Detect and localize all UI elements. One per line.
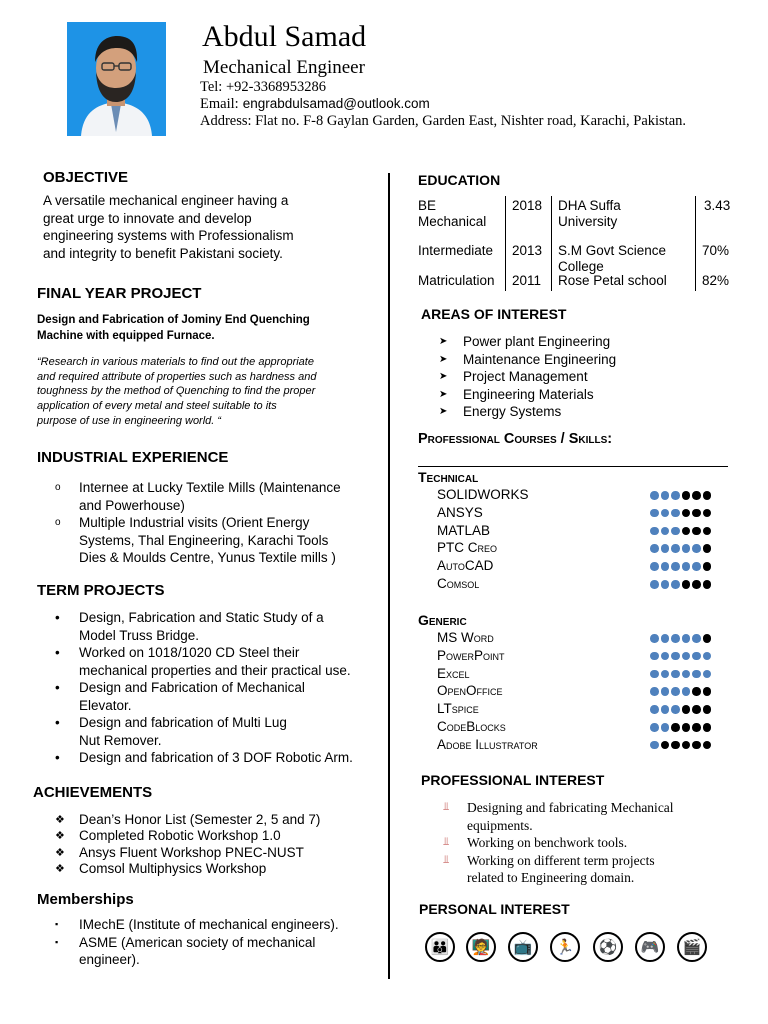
rating-dot-empty <box>692 527 701 536</box>
rating-dot-filled <box>692 670 701 679</box>
professional-interest-list <box>425 799 745 887</box>
pin-icon: ⫫ <box>443 801 450 813</box>
skill-rating <box>650 741 711 750</box>
contact-address: Address: Flat no. F-8 Gaylan Garden, Garden East, Nishter road, Karachi, Pakistan. <box>200 113 687 129</box>
rating-dot-filled <box>661 634 670 643</box>
skill-rating <box>650 562 711 571</box>
rating-dot-filled <box>650 687 659 696</box>
list-item: ❖ Ansys Fluent Workshop PNEC-NUST <box>55 844 304 860</box>
list-item: ⫫ Designing and fabricating Mechanical equipments. <box>443 800 674 833</box>
skill-rating <box>650 670 711 679</box>
rating-dot-filled <box>682 670 691 679</box>
rating-dot-filled <box>682 544 691 553</box>
skill-rating <box>650 544 711 553</box>
term-projects-list <box>37 609 387 767</box>
rating-dot-filled <box>692 544 701 553</box>
rating-dot-filled <box>682 687 691 696</box>
skill-name: MS Word <box>437 630 494 645</box>
rating-dot-empty <box>661 741 670 750</box>
skill-rating <box>650 580 711 589</box>
lecture-icon: 🏃 <box>550 932 580 962</box>
list-item: ▪ IMechE (Institute of mechanical engineers). <box>55 917 339 932</box>
industrial-experience-heading: INDUSTRIAL EXPERIENCE <box>37 449 229 466</box>
rating-dot-filled <box>650 509 659 518</box>
memberships-list <box>37 916 387 969</box>
skill-rating <box>650 509 711 518</box>
rating-dot-empty <box>703 580 712 589</box>
skill-rating <box>650 723 711 732</box>
objective-heading: OBJECTIVE <box>43 169 129 186</box>
rating-dot-filled <box>661 705 670 714</box>
rating-dot-empty <box>703 509 712 518</box>
skill-name: LTspice <box>437 701 479 717</box>
skills-heading: Professional Courses / Skills: <box>418 431 613 447</box>
skill-name: Adobe Illustrator <box>437 736 538 752</box>
rating-dot-filled <box>650 670 659 679</box>
skills-divider <box>418 466 728 467</box>
skill-name: Comsol <box>437 576 480 591</box>
rating-dot-empty <box>692 723 701 732</box>
skill-name: MATLAB <box>437 522 491 538</box>
rating-dot-filled <box>650 491 659 500</box>
skills-group-technical: Technical <box>418 469 479 485</box>
rating-dot-empty <box>682 491 691 500</box>
final-year-project-title: Design and Fabrication of Jominy End Quenching Machine with equipped Furnace. <box>37 314 310 342</box>
rating-dot-empty <box>703 491 712 500</box>
rating-dot-filled <box>671 634 680 643</box>
rating-dot-filled <box>692 652 701 661</box>
rating-dot-empty <box>692 741 701 750</box>
rating-dot-filled <box>650 652 659 661</box>
industrial-experience-list <box>37 479 387 567</box>
rating-dot-empty <box>703 527 712 536</box>
rating-dot-empty <box>703 705 712 714</box>
contact-email[interactable]: engrabdulsamad@outlook.com <box>242 96 430 111</box>
rating-dot-filled <box>692 634 701 643</box>
list-item: ➤ Energy Systems <box>439 404 562 419</box>
skill-name: CodeBlocks <box>437 719 506 734</box>
skill-rating <box>650 491 711 500</box>
rating-dot-filled <box>650 634 659 643</box>
achievements-heading: ACHIEVEMENTS <box>33 784 153 801</box>
list-item: ⫫ Working on different term projects related to Engineering domain. <box>443 852 655 885</box>
movie-icon: 🎬 <box>677 932 707 962</box>
rating-dot-empty <box>671 741 680 750</box>
rating-dot-filled <box>671 509 680 518</box>
rating-dot-filled <box>650 527 659 536</box>
list-item: o Multiple Industrial visits (Orient Energy Systems, Thal Engineering, Karachi Tools Dies & Moulds Centre, Yunus Textile mills ) <box>55 515 336 565</box>
rating-dot-empty <box>692 687 701 696</box>
rating-dot-filled <box>671 580 680 589</box>
list-item: • Design, Fabrication and Static Study of a Model Truss Bridge. <box>55 610 324 643</box>
education-heading: EDUCATION <box>418 172 501 188</box>
rating-dot-filled <box>661 687 670 696</box>
rating-dot-filled <box>650 705 659 714</box>
rating-dot-filled <box>661 723 670 732</box>
list-item: ❖ Completed Robotic Workshop 1.0 <box>55 828 281 844</box>
list-item: ⫫ Working on benchwork tools. <box>443 835 628 850</box>
rating-dot-empty <box>703 741 712 750</box>
list-item: ❖ Dean’s Honor List (Semester 2, 5 and 7) <box>55 812 321 827</box>
list-item: • Design and fabrication of Multi Lug Nut Remover. <box>55 715 287 748</box>
rating-dot-filled <box>650 723 659 732</box>
rating-dot-filled <box>671 652 680 661</box>
skill-name: ANSYS <box>437 504 483 520</box>
rating-dot-filled <box>661 580 670 589</box>
pin-icon: ⫫ <box>443 853 450 866</box>
rating-dot-empty <box>692 509 701 518</box>
rating-dot-filled <box>661 509 670 518</box>
rating-dot-filled <box>650 741 659 750</box>
list-item: • Worked on 1018/1020 CD Steel their mechanical properties and their practical use. <box>55 645 351 678</box>
education-table: BE Mechanical 2018 DHA Suffa University 3.43 Intermediate 2013 S.M Govt Science College 70% Matriculation 2011 Rose Petal school 82% <box>418 196 738 291</box>
rating-dot-filled <box>671 527 680 536</box>
fitness-icon: ⚽ <box>593 932 623 962</box>
rating-dot-empty <box>703 634 712 643</box>
contact-email-row <box>200 96 430 113</box>
family-icon: 👪 <box>425 932 455 962</box>
skill-name: SOLIDWORKS <box>437 487 529 502</box>
rating-dot-filled <box>650 580 659 589</box>
skill-rating <box>650 527 711 536</box>
skill-rating <box>650 634 711 643</box>
tv-icon: 📺 <box>508 932 538 962</box>
rating-dot-empty <box>682 741 691 750</box>
rating-dot-filled <box>671 544 680 553</box>
skill-name: PowerPoint <box>437 647 505 663</box>
rating-dot-filled <box>671 687 680 696</box>
skill-rating <box>650 687 711 696</box>
rating-dot-empty <box>703 723 712 732</box>
rating-dot-empty <box>682 723 691 732</box>
list-item: ➤ Engineering Materials <box>439 386 594 402</box>
list-item: ❖ Comsol Multiphysics Workshop <box>55 860 267 876</box>
rating-dot-filled <box>650 544 659 553</box>
pin-icon: ⫫ <box>443 836 450 848</box>
skill-name: AutoCAD <box>437 558 494 574</box>
rating-dot-empty <box>682 527 691 536</box>
rating-dot-filled <box>661 670 670 679</box>
candidate-name: Abdul Samad <box>202 20 367 53</box>
rating-dot-filled <box>671 562 680 571</box>
teaching-icon: 🧑‍🏫 <box>466 932 496 962</box>
rating-dot-filled <box>650 562 659 571</box>
skill-name: OpenOffice <box>437 683 503 699</box>
rating-dot-empty <box>692 580 701 589</box>
skill-rating <box>650 705 711 714</box>
rating-dot-empty <box>703 687 712 696</box>
rating-dot-empty <box>682 705 691 714</box>
rating-dot-filled <box>682 652 691 661</box>
areas-of-interest-heading: AREAS OF INTEREST <box>421 306 567 322</box>
term-projects-heading: TERM PROJECTS <box>37 582 165 599</box>
contact-tel: Tel: +92-3368953286 <box>200 79 326 95</box>
rating-dot-filled <box>671 705 680 714</box>
list-item: • Design and Fabrication of Mechanical Elevator. <box>55 680 305 713</box>
skill-rating <box>650 652 711 661</box>
rating-dot-filled <box>703 670 712 679</box>
rating-dot-empty <box>682 509 691 518</box>
memberships-heading: Memberships <box>37 891 134 908</box>
professional-interest-heading: PROFESSIONAL INTEREST <box>421 772 605 788</box>
final-year-project-quote: “Research in various materials to find out the appropriate and required attribute of properties such as hardness and toughness by the method of Quenching to find the proper application of every metal and steel suitable to its purpose of use in engineering world. “ <box>37 356 317 427</box>
rating-dot-filled <box>671 670 680 679</box>
rating-dot-empty <box>692 705 701 714</box>
rating-dot-filled <box>692 562 701 571</box>
rating-dot-filled <box>671 491 680 500</box>
list-item: • Design and fabrication of 3 DOF Robotic Arm. <box>55 750 353 765</box>
rating-dot-filled <box>661 562 670 571</box>
contact-email-label: Email: <box>200 96 239 112</box>
list-item: ➤ Project Management <box>439 369 588 384</box>
rating-dot-filled <box>682 634 691 643</box>
profile-photo <box>67 22 166 136</box>
rating-dot-filled <box>661 527 670 536</box>
skills-group-generic: Generic <box>418 612 467 628</box>
personal-interest-heading: PERSONAL INTEREST <box>419 901 570 917</box>
column-divider <box>388 173 390 979</box>
rating-dot-filled <box>661 544 670 553</box>
skill-name: PTC Creo <box>437 540 498 556</box>
rating-dot-filled <box>661 652 670 661</box>
list-item: ▪ ASME (American society of mechanical engineer). <box>55 934 316 967</box>
final-year-project-heading: FINAL YEAR PROJECT <box>37 285 202 302</box>
rating-dot-empty <box>703 562 712 571</box>
rating-dot-filled <box>703 652 712 661</box>
rating-dot-filled <box>661 491 670 500</box>
rating-dot-empty <box>692 491 701 500</box>
skill-name: Excel <box>437 665 470 681</box>
achievements-list <box>37 812 387 877</box>
list-item: ➤ Power plant Engineering <box>439 334 611 349</box>
rating-dot-empty <box>703 544 712 553</box>
rating-dot-filled <box>682 562 691 571</box>
rating-dot-empty <box>671 723 680 732</box>
candidate-title: Mechanical Engineer <box>203 57 365 78</box>
rating-dot-empty <box>682 580 691 589</box>
gaming-icon: 🎮 <box>635 932 665 962</box>
objective-text: A versatile mechanical engineer having a great urge to innovate and develop engineering systems with Professionalism and integrity to benefit Pakistani society. <box>43 193 294 262</box>
areas-of-interest-list <box>421 333 741 421</box>
list-item: o Internee at Lucky Textile Mills (Maintenance and Powerhouse) <box>55 480 341 513</box>
list-item: ➤ Maintenance Engineering <box>439 351 617 367</box>
